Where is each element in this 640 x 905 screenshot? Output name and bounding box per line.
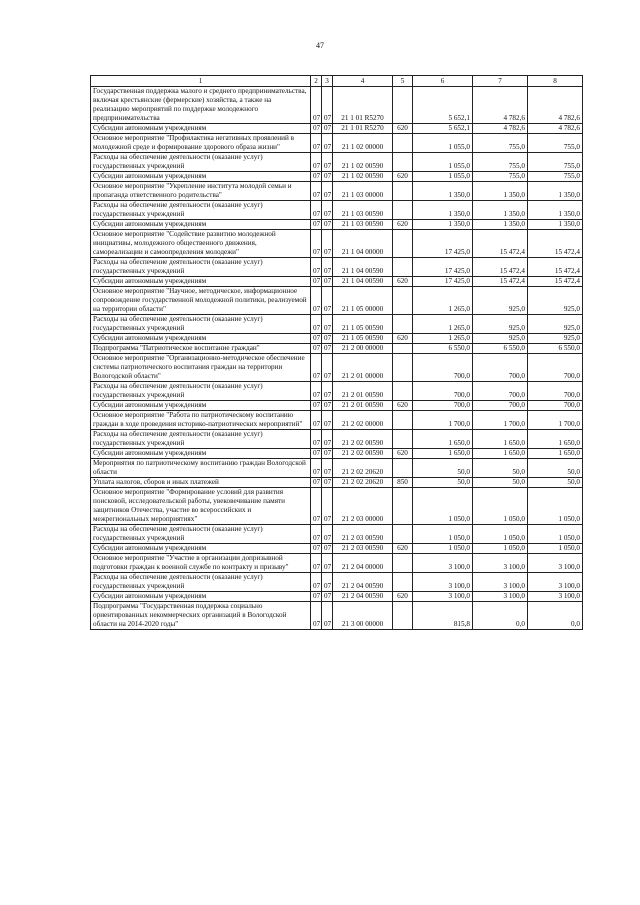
- table-row: [91, 602, 583, 630]
- cell-amount-year3: 755,0: [528, 172, 583, 182]
- cell-subsection: 07: [322, 602, 333, 630]
- cell-amount-year2: 925,0: [473, 287, 528, 315]
- cell-amount-year2: 1 350,0: [473, 220, 528, 230]
- cell-subsection: 07: [322, 382, 333, 401]
- cell-amount-year3: 50,0: [528, 459, 583, 478]
- cell-name: Расходы на обеспечение деятельности (оказание услуг) государственных учреждений: [91, 315, 311, 334]
- cell-amount-year2: 925,0: [473, 315, 528, 334]
- cell-amount-year3: 1 700,0: [528, 411, 583, 430]
- cell-name: Основное мероприятие "Научное, методическое, информационное сопровождение государственной молодежной политики, реализуемой на территории области": [91, 287, 311, 315]
- cell-expense-type: 620: [393, 277, 413, 287]
- cell-section: 07: [311, 354, 322, 382]
- cell-section: 07: [311, 182, 322, 201]
- cell-subsection: 07: [322, 182, 333, 201]
- cell-section: 07: [311, 401, 322, 411]
- cell-subsection: 07: [322, 315, 333, 334]
- cell-target-article: 21 1 02 00590: [333, 172, 393, 182]
- cell-amount-year2: 755,0: [473, 153, 528, 172]
- cell-amount-year2: 1 050,0: [473, 525, 528, 544]
- cell-amount-year3: 700,0: [528, 382, 583, 401]
- cell-amount-year1: 1 050,0: [413, 525, 473, 544]
- cell-expense-type: [393, 315, 413, 334]
- cell-target-article: 21 2 03 00590: [333, 525, 393, 544]
- cell-target-article: 21 2 03 00590: [333, 544, 393, 554]
- cell-section: 07: [311, 459, 322, 478]
- cell-amount-year1: 50,0: [413, 478, 473, 488]
- cell-name: Основное мероприятие "Укрепление института молодой семьи и пропаганда ответственного родительства": [91, 182, 311, 201]
- cell-target-article: 21 2 02 20620: [333, 478, 393, 488]
- cell-name: Субсидии автономным учреждениям: [91, 172, 311, 182]
- cell-expense-type: [393, 354, 413, 382]
- table-row: [91, 401, 583, 411]
- cell-subsection: 07: [322, 201, 333, 220]
- table-row: [91, 172, 583, 182]
- cell-amount-year3: 3 100,0: [528, 592, 583, 602]
- cell-subsection: 07: [322, 258, 333, 277]
- cell-amount-year1: 5 652,1: [413, 87, 473, 124]
- cell-target-article: 21 2 01 00590: [333, 401, 393, 411]
- cell-amount-year2: 15 472,4: [473, 258, 528, 277]
- cell-name: Уплата налогов, сборов и иных платежей: [91, 478, 311, 488]
- cell-name: Расходы на обеспечение деятельности (оказание услуг) государственных учреждений: [91, 525, 311, 544]
- cell-amount-year2: 50,0: [473, 459, 528, 478]
- cell-amount-year2: 4 782,6: [473, 124, 528, 134]
- cell-amount-year2: 1 050,0: [473, 488, 528, 525]
- cell-expense-type: 620: [393, 592, 413, 602]
- cell-target-article: 21 1 02 00000: [333, 134, 393, 153]
- cell-section: 07: [311, 411, 322, 430]
- cell-name: Расходы на обеспечение деятельности (оказание услуг) государственных учреждений: [91, 153, 311, 172]
- cell-expense-type: [393, 554, 413, 573]
- cell-section: 07: [311, 449, 322, 459]
- cell-subsection: 07: [322, 287, 333, 315]
- cell-name: Расходы на обеспечение деятельности (оказание услуг) государственных учреждений: [91, 382, 311, 401]
- cell-amount-year1: 17 425,0: [413, 277, 473, 287]
- header-col-2: 2: [311, 76, 322, 87]
- cell-amount-year2: 1 050,0: [473, 544, 528, 554]
- table-row: [91, 382, 583, 401]
- cell-section: 07: [311, 220, 322, 230]
- cell-amount-year1: 1 700,0: [413, 411, 473, 430]
- cell-section: 07: [311, 554, 322, 573]
- cell-expense-type: [393, 459, 413, 478]
- cell-section: 07: [311, 592, 322, 602]
- cell-section: 07: [311, 258, 322, 277]
- cell-amount-year1: 1 650,0: [413, 449, 473, 459]
- cell-section: 07: [311, 287, 322, 315]
- cell-amount-year3: 1 350,0: [528, 220, 583, 230]
- cell-target-article: 21 3 00 00000: [333, 602, 393, 630]
- cell-amount-year2: 1 650,0: [473, 449, 528, 459]
- cell-name: Расходы на обеспечение деятельности (оказание услуг) государственных учреждений: [91, 573, 311, 592]
- cell-section: 07: [311, 334, 322, 344]
- cell-amount-year2: 700,0: [473, 354, 528, 382]
- cell-amount-year1: 700,0: [413, 354, 473, 382]
- cell-section: 07: [311, 134, 322, 153]
- table-row: [91, 134, 583, 153]
- cell-target-article: 21 2 02 00590: [333, 430, 393, 449]
- cell-amount-year1: 17 425,0: [413, 230, 473, 258]
- cell-amount-year1: 700,0: [413, 401, 473, 411]
- cell-subsection: 07: [322, 124, 333, 134]
- cell-amount-year3: 0,0: [528, 602, 583, 630]
- cell-target-article: 21 2 04 00590: [333, 573, 393, 592]
- cell-name: Субсидии автономным учреждениям: [91, 544, 311, 554]
- cell-name: Государственная поддержка малого и среднего предпринимательства, включая крестьянские (фермерские) хозяйства, а также на реализацию мероприятий по поддержке молодежного предпринимательства: [91, 87, 311, 124]
- cell-section: 07: [311, 315, 322, 334]
- cell-expense-type: 620: [393, 124, 413, 134]
- table-header-row: [91, 76, 583, 87]
- cell-section: 07: [311, 201, 322, 220]
- cell-name: Основное мероприятие "Содействие развитию молодежной инициативы, молодежного общественного движения, самореализации и самоопределения молодежи": [91, 230, 311, 258]
- cell-amount-year1: 1 055,0: [413, 134, 473, 153]
- cell-subsection: 07: [322, 334, 333, 344]
- table-row: [91, 544, 583, 554]
- page-number: 47: [316, 41, 324, 50]
- table-row: [91, 153, 583, 172]
- cell-amount-year1: 1 265,0: [413, 287, 473, 315]
- table-row: [91, 287, 583, 315]
- cell-subsection: 07: [322, 525, 333, 544]
- cell-amount-year2: 755,0: [473, 172, 528, 182]
- cell-amount-year2: 3 100,0: [473, 592, 528, 602]
- cell-name: Расходы на обеспечение деятельности (оказание услуг) государственных учреждений: [91, 201, 311, 220]
- cell-amount-year2: 0,0: [473, 602, 528, 630]
- cell-name: Основное мероприятие "Работа по патриотическому воспитанию граждан в ходе проведения историко-патриотических мероприятий": [91, 411, 311, 430]
- cell-amount-year1: 815,8: [413, 602, 473, 630]
- cell-section: 07: [311, 230, 322, 258]
- cell-amount-year3: 700,0: [528, 401, 583, 411]
- cell-name: Субсидии автономным учреждениям: [91, 592, 311, 602]
- cell-subsection: 07: [322, 478, 333, 488]
- table-row: [91, 124, 583, 134]
- cell-subsection: 07: [322, 230, 333, 258]
- cell-section: 07: [311, 430, 322, 449]
- cell-expense-type: [393, 134, 413, 153]
- cell-amount-year3: 1 050,0: [528, 488, 583, 525]
- cell-amount-year2: 755,0: [473, 134, 528, 153]
- cell-subsection: 07: [322, 592, 333, 602]
- cell-amount-year1: 1 650,0: [413, 430, 473, 449]
- cell-name: Подпрограмма "Государственная поддержка социально ориентированных некоммерческих организаций в Вологодской области на 2014-2020 годы": [91, 602, 311, 630]
- cell-subsection: 07: [322, 220, 333, 230]
- cell-target-article: 21 1 02 00590: [333, 153, 393, 172]
- budget-table: [90, 75, 583, 630]
- cell-name: Основное мероприятие "Профилактика негативных проявлений в молодежной среде и формирование здорового образа жизни": [91, 134, 311, 153]
- cell-section: 07: [311, 172, 322, 182]
- cell-target-article: 21 1 04 00590: [333, 258, 393, 277]
- cell-target-article: 21 2 02 00000: [333, 411, 393, 430]
- cell-amount-year1: 3 100,0: [413, 592, 473, 602]
- cell-expense-type: 620: [393, 220, 413, 230]
- table-row: [91, 449, 583, 459]
- cell-amount-year3: 3 100,0: [528, 573, 583, 592]
- table-row: [91, 592, 583, 602]
- cell-subsection: 07: [322, 430, 333, 449]
- cell-amount-year2: 700,0: [473, 382, 528, 401]
- cell-target-article: 21 2 01 00590: [333, 382, 393, 401]
- cell-target-article: 21 1 03 00590: [333, 201, 393, 220]
- cell-section: 07: [311, 382, 322, 401]
- table-body: [91, 87, 583, 630]
- cell-amount-year3: 15 472,4: [528, 277, 583, 287]
- cell-subsection: 07: [322, 459, 333, 478]
- cell-target-article: 21 1 01 R5270: [333, 87, 393, 124]
- cell-section: 07: [311, 525, 322, 544]
- cell-amount-year3: 1 350,0: [528, 201, 583, 220]
- cell-amount-year2: 15 472,4: [473, 230, 528, 258]
- cell-section: 07: [311, 544, 322, 554]
- cell-name: Субсидии автономным учреждениям: [91, 334, 311, 344]
- table-row: [91, 230, 583, 258]
- cell-expense-type: [393, 230, 413, 258]
- table-row: [91, 488, 583, 525]
- cell-name: Субсидии автономным учреждениям: [91, 449, 311, 459]
- cell-amount-year2: 1 350,0: [473, 182, 528, 201]
- cell-name: Субсидии автономным учреждениям: [91, 277, 311, 287]
- cell-target-article: 21 1 01 R5270: [333, 124, 393, 134]
- cell-amount-year1: 17 425,0: [413, 258, 473, 277]
- header-col-4: 4: [333, 76, 393, 87]
- cell-expense-type: 620: [393, 401, 413, 411]
- cell-subsection: 07: [322, 544, 333, 554]
- cell-amount-year1: 3 100,0: [413, 554, 473, 573]
- header-col-5: 5: [393, 76, 413, 87]
- cell-subsection: 07: [322, 401, 333, 411]
- cell-amount-year2: 700,0: [473, 401, 528, 411]
- cell-name: Основное мероприятие "Организационно-методическое обеспечение системы патриотического воспитания граждан на территории Вологодской области": [91, 354, 311, 382]
- table-row: [91, 220, 583, 230]
- cell-expense-type: [393, 602, 413, 630]
- cell-amount-year2: 50,0: [473, 478, 528, 488]
- cell-expense-type: [393, 525, 413, 544]
- cell-expense-type: 620: [393, 544, 413, 554]
- cell-section: 07: [311, 87, 322, 124]
- cell-name: Субсидии автономным учреждениям: [91, 220, 311, 230]
- cell-target-article: 21 1 05 00590: [333, 334, 393, 344]
- cell-expense-type: [393, 201, 413, 220]
- cell-target-article: 21 1 05 00590: [333, 315, 393, 334]
- cell-target-article: 21 2 04 00590: [333, 592, 393, 602]
- cell-amount-year3: 925,0: [528, 334, 583, 344]
- table-row: [91, 277, 583, 287]
- cell-amount-year2: 1 650,0: [473, 430, 528, 449]
- header-col-8: 8: [528, 76, 583, 87]
- cell-name: Расходы на обеспечение деятельности (оказание услуг) государственных учреждений: [91, 430, 311, 449]
- cell-expense-type: [393, 87, 413, 124]
- cell-amount-year3: 4 782,6: [528, 87, 583, 124]
- cell-subsection: 07: [322, 153, 333, 172]
- header-col-1: 1: [91, 76, 311, 87]
- cell-expense-type: 620: [393, 334, 413, 344]
- cell-expense-type: [393, 344, 413, 354]
- cell-name: Субсидии автономным учреждениям: [91, 124, 311, 134]
- cell-amount-year3: 3 100,0: [528, 554, 583, 573]
- table-row: [91, 334, 583, 344]
- cell-amount-year3: 1 050,0: [528, 525, 583, 544]
- cell-amount-year3: 1 050,0: [528, 544, 583, 554]
- table-row: [91, 459, 583, 478]
- cell-expense-type: [393, 430, 413, 449]
- cell-subsection: 07: [322, 134, 333, 153]
- cell-subsection: 07: [322, 411, 333, 430]
- cell-amount-year1: 1 050,0: [413, 488, 473, 525]
- cell-section: 07: [311, 478, 322, 488]
- cell-subsection: 07: [322, 344, 333, 354]
- cell-amount-year1: 50,0: [413, 459, 473, 478]
- cell-amount-year3: 1 350,0: [528, 182, 583, 201]
- cell-amount-year1: 1 265,0: [413, 334, 473, 344]
- cell-name: Расходы на обеспечение деятельности (оказание услуг) государственных учреждений: [91, 258, 311, 277]
- cell-amount-year1: 1 350,0: [413, 201, 473, 220]
- table-row: [91, 430, 583, 449]
- cell-amount-year2: 925,0: [473, 334, 528, 344]
- cell-target-article: 21 2 03 00000: [333, 488, 393, 525]
- cell-amount-year2: 4 782,6: [473, 87, 528, 124]
- cell-amount-year3: 1 650,0: [528, 449, 583, 459]
- cell-amount-year3: 925,0: [528, 315, 583, 334]
- cell-target-article: 21 2 02 20620: [333, 459, 393, 478]
- cell-subsection: 07: [322, 488, 333, 525]
- cell-expense-type: 620: [393, 449, 413, 459]
- header-col-3: 3: [322, 76, 333, 87]
- cell-target-article: 21 1 03 00000: [333, 182, 393, 201]
- cell-amount-year3: 50,0: [528, 478, 583, 488]
- cell-section: 07: [311, 277, 322, 287]
- cell-subsection: 07: [322, 87, 333, 124]
- cell-section: 07: [311, 153, 322, 172]
- cell-subsection: 07: [322, 172, 333, 182]
- table-row: [91, 182, 583, 201]
- cell-expense-type: [393, 153, 413, 172]
- cell-amount-year2: 1 350,0: [473, 201, 528, 220]
- cell-amount-year1: 1 050,0: [413, 544, 473, 554]
- cell-subsection: 07: [322, 354, 333, 382]
- cell-section: 07: [311, 344, 322, 354]
- cell-name: Субсидии автономным учреждениям: [91, 401, 311, 411]
- table-row: [91, 201, 583, 220]
- cell-amount-year1: 1 350,0: [413, 182, 473, 201]
- cell-amount-year3: 1 650,0: [528, 430, 583, 449]
- cell-subsection: 07: [322, 554, 333, 573]
- table-row: [91, 554, 583, 573]
- cell-amount-year3: 15 472,4: [528, 230, 583, 258]
- table-row: [91, 354, 583, 382]
- cell-expense-type: [393, 182, 413, 201]
- header-col-7: 7: [473, 76, 528, 87]
- cell-section: 07: [311, 124, 322, 134]
- cell-target-article: 21 2 01 00000: [333, 354, 393, 382]
- table-row: [91, 478, 583, 488]
- cell-name: Мероприятия по патриотическому воспитанию граждан Вологодской области: [91, 459, 311, 478]
- cell-target-article: 21 1 05 00000: [333, 287, 393, 315]
- table-row: [91, 315, 583, 334]
- table-row: [91, 573, 583, 592]
- cell-amount-year1: 1 055,0: [413, 153, 473, 172]
- cell-target-article: 21 2 04 00000: [333, 554, 393, 573]
- cell-expense-type: 620: [393, 172, 413, 182]
- cell-amount-year3: 6 550,0: [528, 344, 583, 354]
- cell-section: 07: [311, 488, 322, 525]
- cell-amount-year1: 6 550,0: [413, 344, 473, 354]
- cell-amount-year2: 1 700,0: [473, 411, 528, 430]
- cell-amount-year3: 755,0: [528, 153, 583, 172]
- cell-expense-type: [393, 382, 413, 401]
- cell-section: 07: [311, 602, 322, 630]
- cell-amount-year3: 700,0: [528, 354, 583, 382]
- cell-subsection: 07: [322, 573, 333, 592]
- cell-amount-year1: 1 350,0: [413, 220, 473, 230]
- cell-amount-year1: 5 652,1: [413, 124, 473, 134]
- cell-amount-year3: 4 782,6: [528, 124, 583, 134]
- cell-target-article: 21 2 02 00590: [333, 449, 393, 459]
- cell-expense-type: [393, 488, 413, 525]
- cell-amount-year1: 700,0: [413, 382, 473, 401]
- cell-expense-type: [393, 573, 413, 592]
- cell-name: Основное мероприятие "Участие в организации допризывной подготовки граждан к военной службе по контракту и призыву": [91, 554, 311, 573]
- table-row: [91, 411, 583, 430]
- table-row: [91, 258, 583, 277]
- header-col-6: 6: [413, 76, 473, 87]
- table-row: [91, 525, 583, 544]
- cell-target-article: 21 1 03 00590: [333, 220, 393, 230]
- cell-amount-year2: 6 550,0: [473, 344, 528, 354]
- cell-amount-year1: 1 265,0: [413, 315, 473, 334]
- table-row: [91, 87, 583, 124]
- cell-subsection: 07: [322, 277, 333, 287]
- cell-target-article: 21 1 04 00590: [333, 277, 393, 287]
- cell-amount-year1: 1 055,0: [413, 172, 473, 182]
- cell-target-article: 21 2 00 00000: [333, 344, 393, 354]
- cell-amount-year2: 3 100,0: [473, 554, 528, 573]
- cell-expense-type: 850: [393, 478, 413, 488]
- cell-expense-type: [393, 411, 413, 430]
- cell-amount-year2: 15 472,4: [473, 277, 528, 287]
- cell-section: 07: [311, 573, 322, 592]
- cell-amount-year2: 3 100,0: [473, 573, 528, 592]
- cell-expense-type: [393, 287, 413, 315]
- cell-name: Основное мероприятие "Формирование условий для развития поисковой, исследовательской работы, увековечивание памяти защитников Отечества, участие во всероссийских и межрегиональных мероприятиях": [91, 488, 311, 525]
- cell-name: Подпрограмма "Патриотическое воспитание граждан": [91, 344, 311, 354]
- cell-amount-year3: 925,0: [528, 287, 583, 315]
- table-row: [91, 344, 583, 354]
- cell-amount-year3: 15 472,4: [528, 258, 583, 277]
- cell-amount-year1: 3 100,0: [413, 573, 473, 592]
- cell-expense-type: [393, 258, 413, 277]
- cell-subsection: 07: [322, 449, 333, 459]
- cell-amount-year3: 755,0: [528, 134, 583, 153]
- cell-target-article: 21 1 04 00000: [333, 230, 393, 258]
